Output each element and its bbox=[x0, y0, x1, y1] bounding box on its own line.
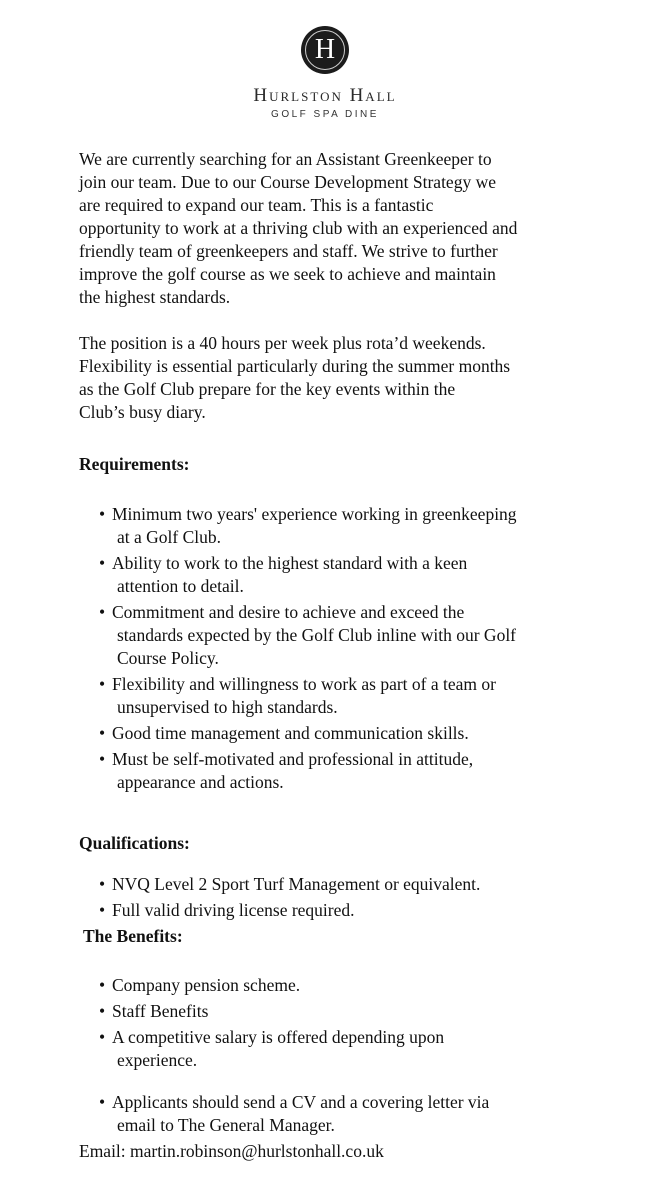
list-item-text: Must be self-motivated and professional in attitude, bbox=[112, 749, 474, 769]
intro-line: friendly team of greenkeepers and staff. We strive to further bbox=[79, 241, 498, 261]
intro-line: opportunity to work at a thriving club with an experienced and bbox=[79, 218, 518, 238]
list-item bbox=[79, 601, 599, 670]
position-line: Club’s busy diary. bbox=[79, 402, 206, 422]
intro-line: the highest standards. bbox=[79, 287, 231, 307]
list-item-continuation: at a Golf Club. bbox=[117, 527, 222, 547]
list-item bbox=[79, 748, 599, 794]
list-item bbox=[79, 503, 599, 549]
list-item bbox=[79, 673, 599, 719]
bullet-icon: • bbox=[99, 602, 106, 622]
list-item-text: Staff Benefits bbox=[112, 1001, 209, 1021]
list-item bbox=[79, 1026, 599, 1072]
list-item-text: Flexibility and willingness to work as part of a team or bbox=[112, 674, 496, 694]
qualifications-heading: Qualifications: bbox=[79, 833, 190, 853]
list-item-text: NVQ Level 2 Sport Turf Management or equivalent. bbox=[112, 874, 481, 894]
intro-line: We are currently searching for an Assistant Greenkeeper to bbox=[79, 149, 492, 169]
list-item-continuation: email to The General Manager. bbox=[117, 1115, 335, 1135]
bullet-icon: • bbox=[99, 1027, 106, 1047]
list-item bbox=[79, 899, 599, 922]
position-line: Flexibility is essential particularly during the summer months bbox=[79, 356, 511, 376]
bullet-icon: • bbox=[99, 900, 106, 920]
list-item-text: Good time management and communication skills. bbox=[112, 723, 469, 743]
intro-line: join our team. Due to our Course Development Strategy we bbox=[79, 172, 496, 192]
bullet-icon: • bbox=[99, 723, 106, 743]
bullet-icon: • bbox=[99, 1092, 106, 1112]
list-item-text: Company pension scheme. bbox=[112, 975, 301, 995]
logo bbox=[0, 26, 650, 121]
logo-name: Hurlston Hall bbox=[253, 85, 397, 106]
intro-paragraph bbox=[79, 148, 599, 309]
qualifications-list bbox=[79, 873, 599, 922]
intro-line: improve the golf course as we seek to achieve and maintain bbox=[79, 264, 496, 284]
requirements-list bbox=[79, 503, 599, 794]
list-item-continuation: appearance and actions. bbox=[117, 772, 284, 792]
list-item bbox=[79, 722, 599, 745]
list-item-text: Minimum two years' experience working in greenkeeping bbox=[112, 504, 517, 524]
list-item-text: Ability to work to the highest standard with a keen bbox=[112, 553, 468, 573]
list-item bbox=[79, 1091, 599, 1137]
list-item-continuation: experience. bbox=[117, 1050, 198, 1070]
requirements-heading: Requirements: bbox=[79, 454, 190, 474]
benefits-heading: The Benefits: bbox=[83, 926, 183, 946]
list-item-continuation: Course Policy. bbox=[117, 648, 219, 668]
list-item-text: Commitment and desire to achieve and exceed the bbox=[112, 602, 465, 622]
bullet-icon: • bbox=[99, 749, 106, 769]
bullet-icon: • bbox=[99, 1001, 106, 1021]
job-advert bbox=[79, 148, 599, 1163]
list-item-text: Applicants should send a CV and a covering letter via bbox=[112, 1092, 490, 1112]
bullet-icon: • bbox=[99, 674, 106, 694]
intro-line: are required to expand our team. This is a fantastic bbox=[79, 195, 434, 215]
list-item bbox=[79, 1000, 599, 1023]
logo-tagline: GOLF SPA DINE bbox=[271, 109, 379, 120]
logo-emblem bbox=[301, 26, 349, 74]
bullet-icon: • bbox=[99, 975, 106, 995]
bullet-icon: • bbox=[99, 553, 106, 573]
logo-letter: H bbox=[314, 34, 336, 65]
list-item-continuation: attention to detail. bbox=[117, 576, 244, 596]
list-item bbox=[79, 873, 599, 896]
list-item-text: A competitive salary is offered depending upon bbox=[112, 1027, 445, 1047]
contact-email: Email: martin.robinson@hurlstonhall.co.uk bbox=[79, 1141, 384, 1161]
list-item bbox=[79, 974, 599, 997]
list-item-continuation: unsupervised to high standards. bbox=[117, 697, 338, 717]
benefits-list bbox=[79, 974, 599, 1072]
bullet-icon: • bbox=[99, 874, 106, 894]
list-item bbox=[79, 552, 599, 598]
bullet-icon: • bbox=[99, 504, 106, 524]
position-line: The position is a 40 hours per week plus rota’d weekends. bbox=[79, 333, 486, 353]
application-list bbox=[79, 1091, 599, 1137]
list-item-continuation: standards expected by the Golf Club inline with our Golf bbox=[117, 625, 517, 645]
position-line: as the Golf Club prepare for the key events within the bbox=[79, 379, 456, 399]
list-item-text: Full valid driving license required. bbox=[112, 900, 355, 920]
position-paragraph bbox=[79, 332, 599, 424]
